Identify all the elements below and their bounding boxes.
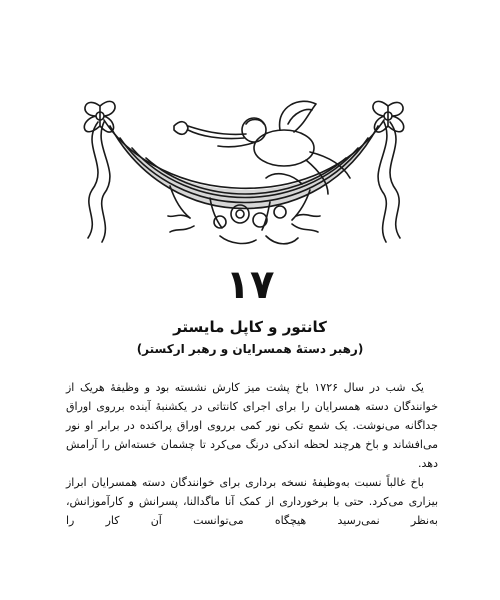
cherub-with-horn-garland-icon — [70, 86, 418, 254]
chapter-title: کانتور و کاپل مایستر — [173, 318, 327, 336]
paragraph: یک شب در سال ۱۷۲۶ باخ پشت میز کارش نشسته بود و وظیفهٔ هریک از خوانندگان دسته همسرایان را برای اجرای کانتاتی در یکشنبهٔ آینده برروی اوراق جداگانه می‌نوشت. یک شمع تکی نور کمی برروی اوراق پراکنده در برابر او نور می‌افشاند و باخ هرچند لحظه اندکی درنگ می‌کرد تا چشمان خسته‌اش را آرامش دهد. — [66, 381, 438, 470]
chapter-subtitle: (رهبر دستهٔ همسرایان و رهبر ارکستر) — [136, 342, 364, 356]
paragraph: باخ غالباً نسبت به‌وظیفهٔ نسخه برداری برای خوانندگان دسته همسرایان ابراز بیزاری می‌کرد. حتی با برخورداری از کمک آنا ماگدالنا، پسرانش و کارآموزانش، به‌نظر نمی‌رسید هیچگاه می‌توانست آن کار را — [66, 476, 438, 527]
body-text — [66, 378, 438, 530]
chapter-number: ۱۷ — [225, 262, 275, 308]
